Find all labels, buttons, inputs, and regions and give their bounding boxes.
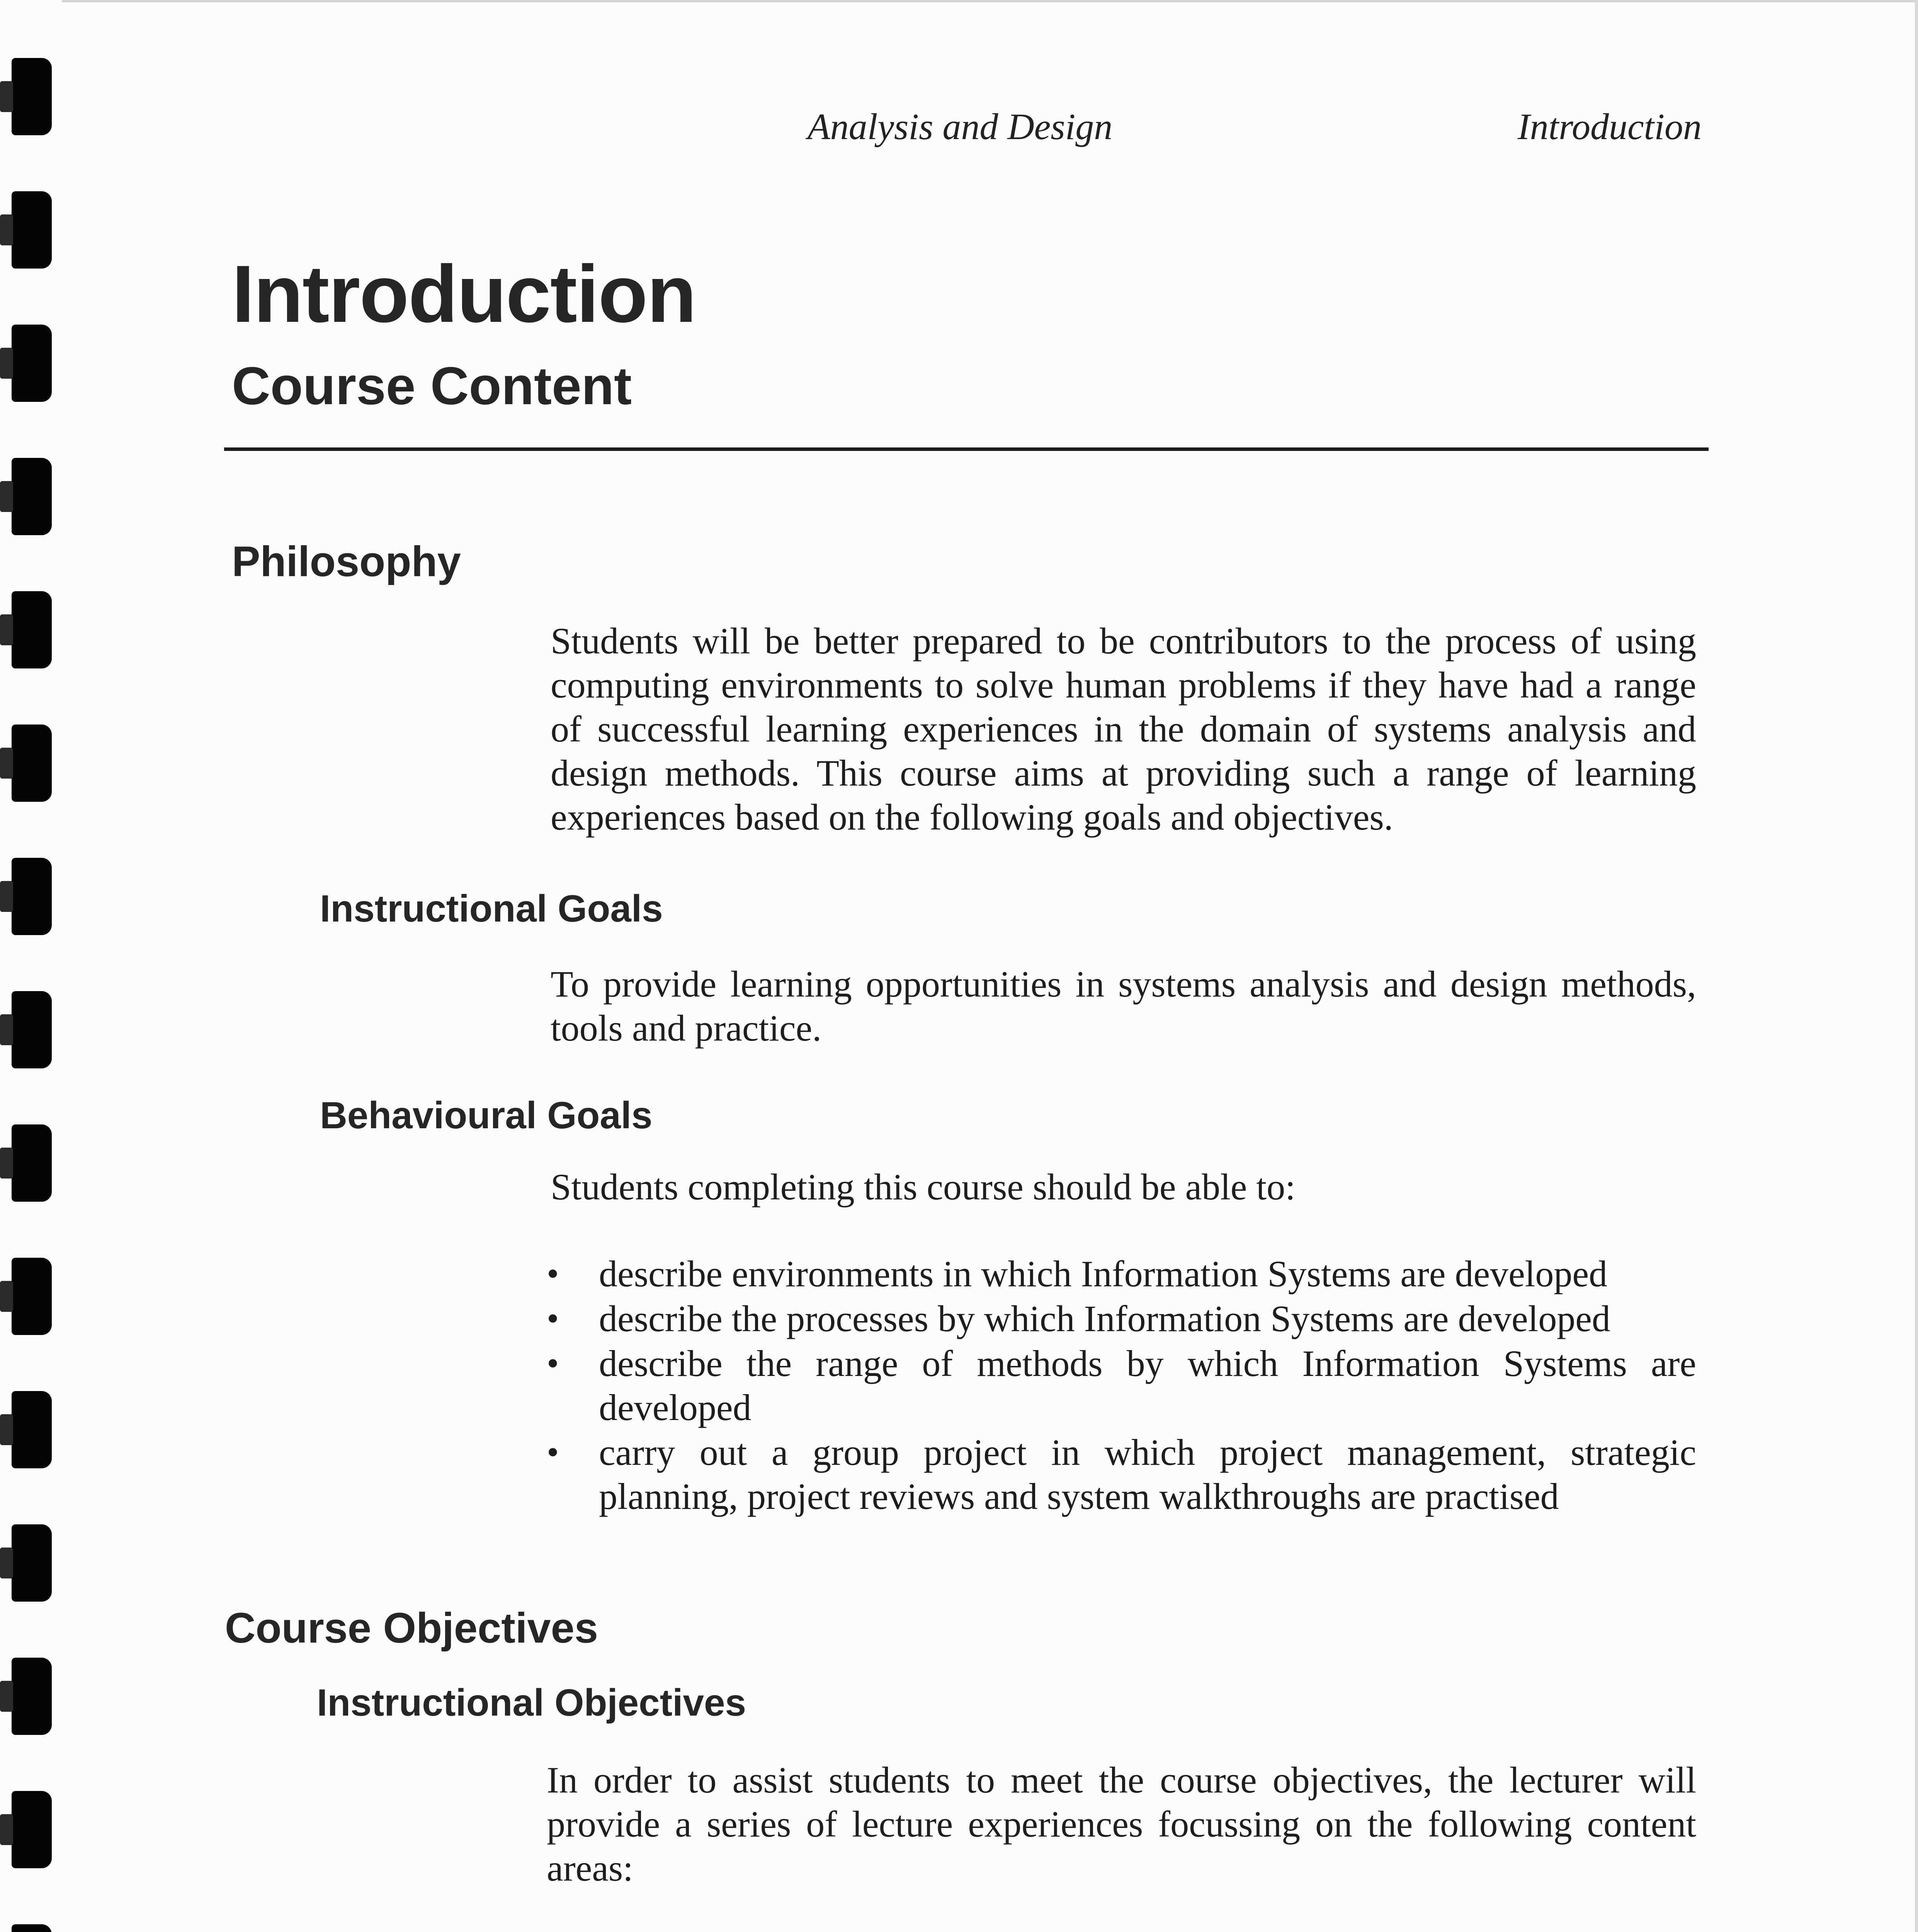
instructional-objectives-paragraph: In order to assist students to meet the course objectives, the lecturer will provide a series of lecture experiences focussing on the following content areas: — [547, 1759, 1696, 1889]
binding-ring — [12, 58, 52, 135]
binding-ring — [12, 991, 52, 1068]
binding-ring — [12, 1658, 52, 1735]
behavioural-goals-intro: Students completing this course should be able to: — [551, 1166, 1296, 1208]
instructional-goals-heading: Instructional Goals — [320, 887, 663, 930]
binding-ring — [12, 458, 52, 535]
instructional-goals-paragraph: To provide learning opportunities in systems analysis and design methods, tools and practice. — [551, 963, 1696, 1049]
philosophy-heading: Philosophy — [232, 538, 461, 585]
running-header-right: Introduction — [1517, 106, 1702, 147]
binding-ring — [12, 1258, 52, 1335]
page-right-edge — [1915, 0, 1918, 1932]
list-item: • describe the processes by which Information Systems are developed — [547, 1297, 1696, 1341]
binding-ring — [12, 191, 52, 269]
binding-ring — [12, 1391, 52, 1468]
spiral-binding — [0, 0, 62, 1932]
course-objectives-heading: Course Objectives — [225, 1604, 598, 1652]
binding-ring — [12, 1791, 52, 1868]
running-header-left: Analysis and Design — [808, 106, 1113, 147]
chapter-title: Introduction — [232, 248, 696, 339]
list-item: • describe environments in which Information Systems are developed — [547, 1252, 1696, 1296]
binding-ring — [12, 591, 52, 668]
binding-ring — [12, 1524, 52, 1602]
list-item: • carry out a group project in which project management, strategic planning, project reviews and system walkthroughs are practised — [547, 1430, 1696, 1519]
chapter-subtitle: Course Content — [232, 356, 632, 416]
binding-ring — [12, 724, 52, 802]
instructional-objectives-heading: Instructional Objectives — [317, 1681, 746, 1724]
behavioural-goals-heading: Behavioural Goals — [320, 1094, 653, 1136]
binding-ring — [12, 325, 52, 402]
binding-ring — [12, 1124, 52, 1202]
behavioural-goals-list — [547, 1252, 1696, 1519]
binding-ring — [12, 858, 52, 935]
philosophy-paragraph: Students will be better prepared to be contributors to the process of using computing environments to solve human problems if they have had a range of successful learning experiences in the domain of systems analysis and design methods. This course aims at providing such a range of learning experiences based on the following goals and objectives. — [551, 620, 1696, 838]
binding-ring — [12, 1924, 52, 1932]
list-item: • describe the range of methods by which Information Systems are developed — [547, 1342, 1696, 1430]
title-rule — [224, 447, 1709, 451]
page-top-edge — [62, 0, 1918, 2]
